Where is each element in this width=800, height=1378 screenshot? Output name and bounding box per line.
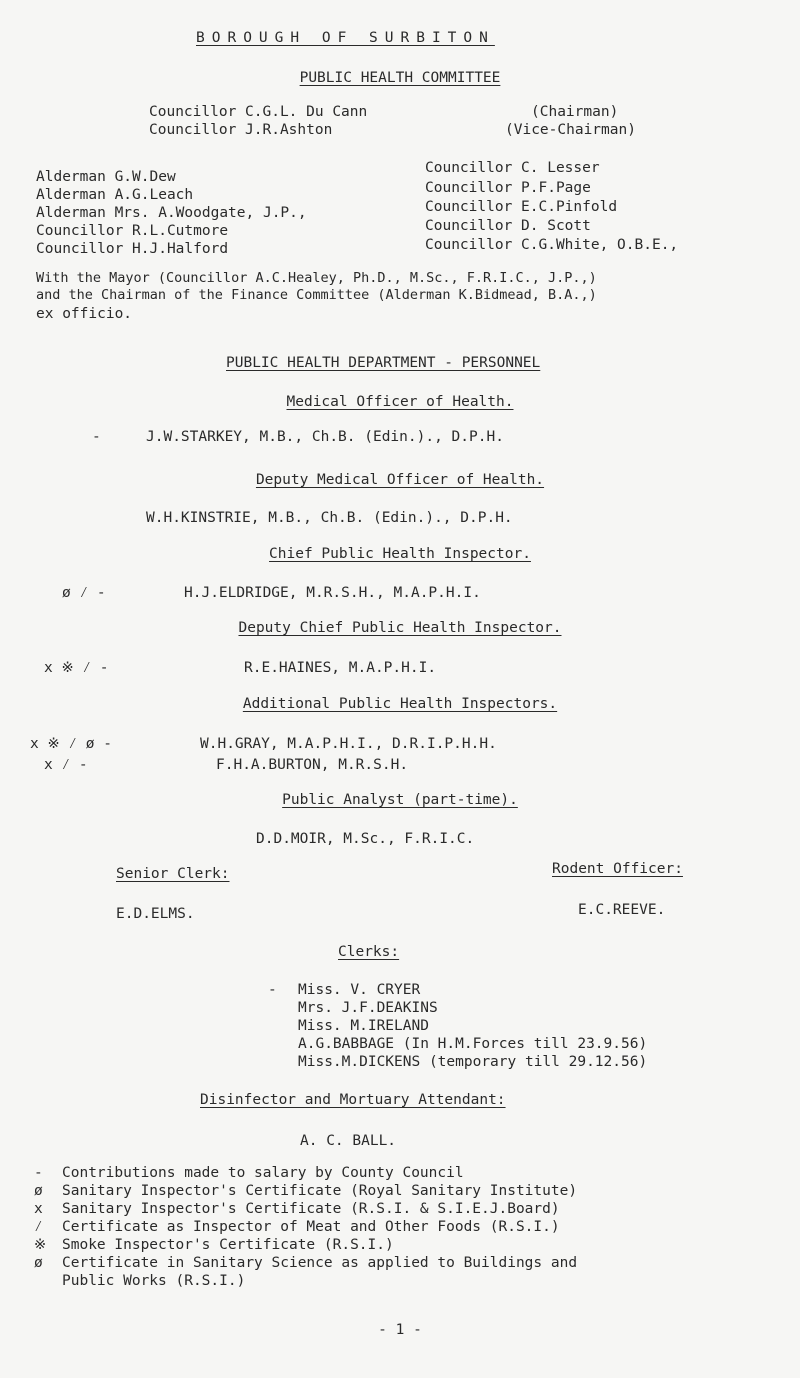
- clerks-marks: -: [268, 982, 277, 998]
- officer-title: Deputy Medical Officer of Health.: [255, 472, 545, 488]
- vice-chairman-name: Councillor J.R.Ashton: [149, 122, 333, 138]
- ex-officio-line: ex officio.: [36, 306, 133, 322]
- clerk-name: Mrs. J.F.DEAKINS: [298, 1000, 438, 1016]
- member-left: Councillor H.J.Halford: [36, 241, 229, 257]
- inspector-name: W.H.GRAY, M.A.P.H.I., D.R.I.P.H.H.: [200, 736, 497, 752]
- officer-name: J.W.STARKEY, M.B., Ch.B. (Edin.)., D.P.H.: [146, 429, 504, 445]
- legend-text: Public Works (R.S.I.): [62, 1273, 246, 1289]
- disinfector-title: Disinfector and Mortuary Attendant:: [200, 1092, 506, 1108]
- legend-text: Smoke Inspector's Certificate (R.S.I.): [62, 1237, 394, 1253]
- officer-marks: ø ⁄ -: [62, 585, 106, 601]
- rodent-officer-title: Rodent Officer:: [552, 861, 683, 877]
- legend-text: Sanitary Inspector's Certificate (Royal Sanitary Institute): [62, 1183, 578, 1199]
- officer-marks: x ※ ⁄ -: [44, 660, 109, 676]
- disinfector-name: A. C. BALL.: [300, 1133, 397, 1149]
- inspector-marks: x ⁄ -: [44, 757, 88, 773]
- clerks-title: Clerks:: [338, 944, 400, 960]
- member-right: Councillor E.C.Pinfold: [425, 199, 618, 215]
- officer-marks: -: [92, 429, 101, 445]
- chairman-name: Councillor C.G.L. Du Cann: [149, 104, 368, 120]
- ex-officio-line: With the Mayor (Councillor A.C.Healey, Ph.D., M.Sc., F.R.I.C., J.P.,): [36, 270, 597, 286]
- legend-symbol: ø: [34, 1183, 43, 1199]
- officer-title: Chief Public Health Inspector.: [269, 546, 531, 562]
- rodent-officer-name: E.C.REEVE.: [578, 902, 666, 918]
- committee-title: PUBLIC HEALTH COMMITTEE: [299, 70, 501, 86]
- legend-symbol: -: [34, 1165, 43, 1181]
- officer-name: R.E.HAINES, M.A.P.H.I.: [244, 660, 437, 676]
- inspector-marks: x ※ ⁄ ø -: [30, 736, 112, 752]
- legend-symbol: x: [34, 1201, 43, 1217]
- member-left: Alderman Mrs. A.Woodgate, J.P.,: [36, 205, 307, 221]
- legend-symbol: ※: [34, 1237, 47, 1253]
- member-left: Councillor R.L.Cutmore: [36, 223, 229, 239]
- borough-title: BOROUGH OF SURBITON: [196, 30, 495, 46]
- officer-name: H.J.ELDRIDGE, M.R.S.H., M.A.P.H.I.: [184, 585, 481, 601]
- legend-text: Certificate in Sanitary Science as applied to Buildings and: [62, 1255, 578, 1271]
- member-left: Alderman A.G.Leach: [36, 187, 194, 203]
- officer-title: Additional Public Health Inspectors.: [242, 696, 558, 712]
- member-right: Councillor C.G.White, O.B.E.,: [425, 237, 679, 253]
- legend-symbol: ø: [34, 1255, 43, 1271]
- personnel-heading: PUBLIC HEALTH DEPARTMENT - PERSONNEL: [226, 355, 541, 371]
- inspector-name: F.H.A.BURTON, M.R.S.H.: [216, 757, 409, 773]
- clerk-name: Miss.M.DICKENS (temporary till 29.12.56): [298, 1054, 648, 1070]
- member-right: Councillor C. Lesser: [425, 160, 600, 176]
- clerk-name: Miss. V. CRYER: [298, 982, 421, 998]
- vice-chairman-role: (Vice-Chairman): [505, 122, 636, 138]
- officer-name: D.D.MOIR, M.Sc., F.R.I.C.: [256, 831, 475, 847]
- officer-title: Deputy Chief Public Health Inspector.: [238, 620, 562, 636]
- clerk-name: A.G.BABBAGE (In H.M.Forces till 23.9.56): [298, 1036, 648, 1052]
- page-number: - 1 -: [378, 1322, 422, 1338]
- clerk-name: Miss. M.IRELAND: [298, 1018, 429, 1034]
- senior-clerk-name: E.D.ELMS.: [116, 906, 195, 922]
- officer-title: Medical Officer of Health.: [286, 394, 514, 410]
- chairman-role: (Chairman): [531, 104, 619, 120]
- legend-text: Sanitary Inspector's Certificate (R.S.I. & S.I.E.J.Board): [62, 1201, 560, 1217]
- member-left: Alderman G.W.Dew: [36, 169, 176, 185]
- member-right: Councillor D. Scott: [425, 218, 591, 234]
- legend-text: Contributions made to salary by County Council: [62, 1165, 464, 1181]
- legend-symbol: ⁄: [34, 1219, 43, 1235]
- legend-text: Certificate as Inspector of Meat and Other Foods (R.S.I.): [62, 1219, 560, 1235]
- member-right: Councillor P.F.Page: [425, 180, 591, 196]
- ex-officio-line: and the Chairman of the Finance Committee (Alderman K.Bidmead, B.A.,): [36, 287, 597, 303]
- officer-title: Public Analyst (part-time).: [282, 792, 518, 808]
- officer-name: W.H.KINSTRIE, M.B., Ch.B. (Edin.)., D.P.H.: [146, 510, 513, 526]
- senior-clerk-title: Senior Clerk:: [116, 866, 230, 882]
